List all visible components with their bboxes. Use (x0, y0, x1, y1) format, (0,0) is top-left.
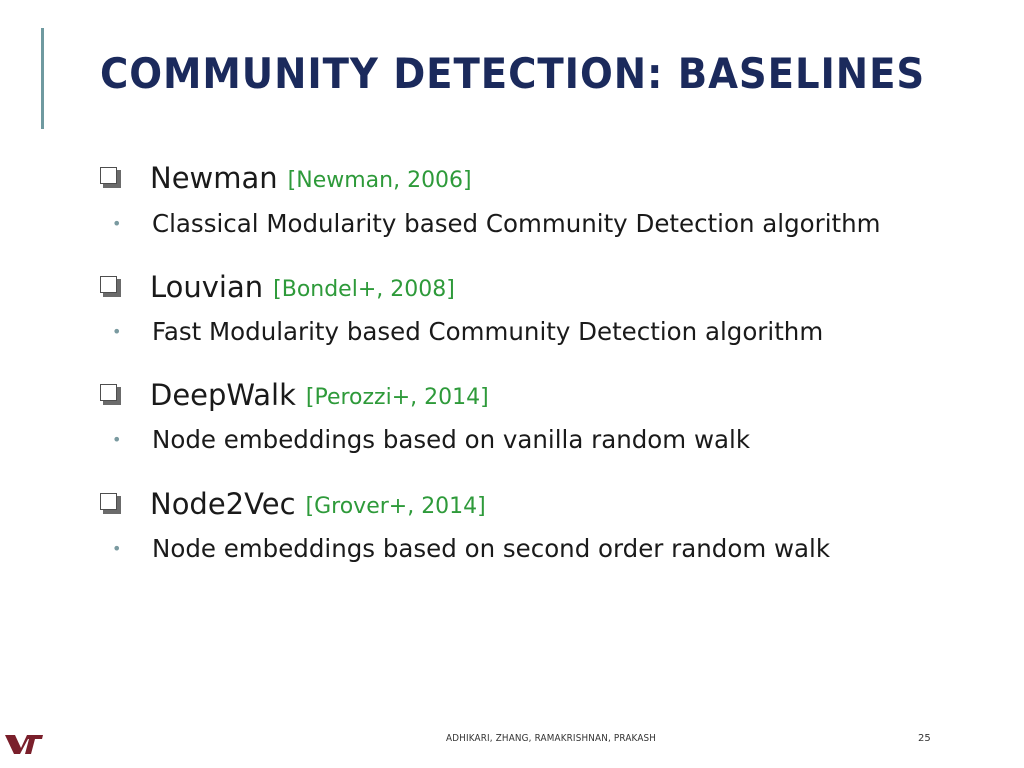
baseline-description: Classical Modularity based Community Detection algorithm (152, 208, 881, 238)
baseline-citation: [Bondel+, 2008] (273, 276, 455, 302)
baseline-description: Node embeddings based on vanilla random walk (152, 424, 751, 454)
baseline-description: Node embeddings based on second order random walk (152, 533, 831, 563)
baseline-name: Newman (150, 161, 278, 195)
baseline-description-row (112, 313, 837, 349)
bullet-icon: • (112, 429, 122, 449)
checkbox-icon (100, 384, 122, 406)
baseline-name: Node2Vec (150, 487, 296, 521)
checkbox-icon (100, 493, 122, 515)
baseline-citation: [Grover+, 2014] (305, 493, 486, 519)
page-number: 25 (918, 733, 931, 744)
accent-bar (41, 28, 44, 129)
checkbox-icon (100, 167, 122, 189)
baseline-name: Louvian (150, 270, 264, 304)
baseline-item-louvian (100, 267, 455, 307)
bullet-icon: • (112, 538, 122, 558)
baseline-citation: [Newman, 2006] (287, 167, 472, 193)
slide-title: COMMUNITY DETECTION: BASELINES (100, 49, 926, 98)
baseline-citation: [Perozzi+, 2014] (305, 384, 489, 410)
baseline-description-row (112, 205, 895, 241)
baseline-item-newman (100, 158, 472, 198)
footer-authors: ADHIKARI, ZHANG, RAMAKRISHNAN, PRAKASH (446, 733, 657, 744)
baseline-description-row (112, 530, 844, 566)
baseline-item-deepwalk (100, 375, 489, 415)
baseline-description: Fast Modularity based Community Detection algorithm (152, 316, 824, 346)
vt-logo-icon (4, 730, 44, 758)
bullet-icon: • (112, 321, 122, 341)
baseline-description-row (112, 421, 762, 457)
baseline-item-node2vec (100, 484, 486, 524)
checkbox-icon (100, 276, 122, 298)
bullet-icon: • (112, 213, 122, 233)
baseline-name: DeepWalk (150, 378, 296, 412)
